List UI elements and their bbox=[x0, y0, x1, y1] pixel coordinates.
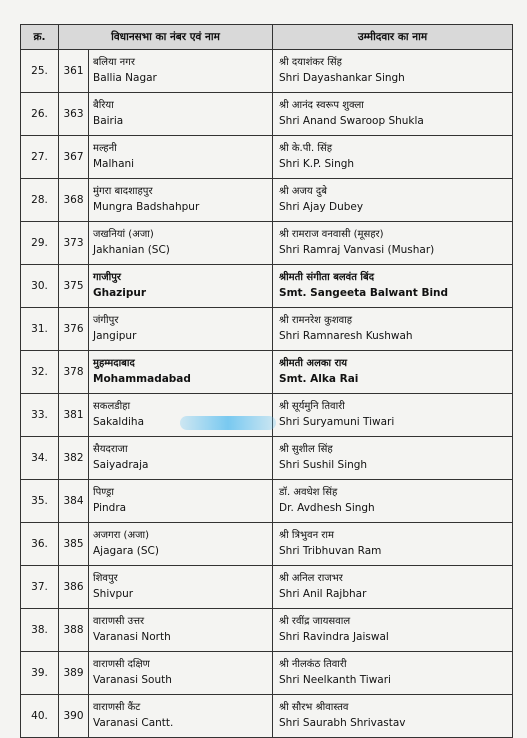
constituency-name-english: Varanasi Cantt. bbox=[93, 716, 174, 729]
constituency-number: 382 bbox=[59, 437, 89, 480]
table-row bbox=[21, 351, 513, 394]
constituency-name-hindi: शिवपुर bbox=[93, 573, 118, 585]
constituency-number: 373 bbox=[59, 222, 89, 265]
constituency-name-english: Varanasi North bbox=[93, 630, 171, 643]
constituency-name bbox=[89, 50, 273, 93]
constituency-name-hindi: बलिया नगर bbox=[93, 57, 135, 69]
serial-number: 34. bbox=[21, 437, 59, 480]
constituency-name-hindi: मल्हनी bbox=[93, 143, 117, 155]
table-row bbox=[21, 609, 513, 652]
candidate-name-english: Shri Ramraj Vanvasi (Mushar) bbox=[279, 243, 435, 256]
candidate-name bbox=[273, 265, 513, 308]
table-header-row bbox=[21, 25, 513, 50]
candidate-name bbox=[273, 566, 513, 609]
candidate-name-hindi: श्रीमती संगीता बलवंत बिंद bbox=[279, 272, 375, 284]
candidate-name-hindi: श्री आनंद स्वरूप शुक्ला bbox=[279, 100, 364, 112]
candidate-table bbox=[20, 24, 513, 738]
constituency-name bbox=[89, 609, 273, 652]
constituency-number: 381 bbox=[59, 394, 89, 437]
constituency-name bbox=[89, 222, 273, 265]
candidate-name bbox=[273, 50, 513, 93]
constituency-number: 368 bbox=[59, 179, 89, 222]
candidate-name-hindi: श्री सुशील सिंह bbox=[279, 444, 333, 456]
table-row bbox=[21, 394, 513, 437]
candidate-name-hindi: श्रीमती अलका राय bbox=[279, 358, 348, 370]
candidate-name-english: Shri Neelkanth Tiwari bbox=[279, 673, 391, 686]
constituency-name bbox=[89, 695, 273, 738]
constituency-name bbox=[89, 265, 273, 308]
candidate-name bbox=[273, 351, 513, 394]
candidate-name bbox=[273, 93, 513, 136]
candidate-name bbox=[273, 437, 513, 480]
constituency-name bbox=[89, 308, 273, 351]
candidate-name bbox=[273, 179, 513, 222]
candidate-name-english: Shri Ajay Dubey bbox=[279, 200, 364, 213]
table-row bbox=[21, 652, 513, 695]
constituency-name-hindi: वाराणसी कैंट bbox=[93, 702, 141, 714]
constituency-number: 384 bbox=[59, 480, 89, 523]
candidate-name-english: Smt. Alka Rai bbox=[279, 372, 359, 385]
candidate-name-hindi: श्री सौरभ श्रीवास्तव bbox=[279, 702, 349, 714]
table-row bbox=[21, 136, 513, 179]
candidate-name-english: Shri Anand Swaroop Shukla bbox=[279, 114, 424, 127]
candidate-name-english: Smt. Sangeeta Balwant Bind bbox=[279, 286, 449, 299]
candidate-name bbox=[273, 609, 513, 652]
serial-number: 38. bbox=[21, 609, 59, 652]
table-row bbox=[21, 523, 513, 566]
candidate-name-english: Shri Sushil Singh bbox=[279, 458, 368, 471]
candidate-name-hindi: डॉ. अवधेश सिंह bbox=[279, 487, 338, 499]
candidate-name-hindi: श्री अनिल राजभर bbox=[279, 573, 343, 585]
candidate-name-hindi: श्री सूर्यमुनि तिवारी bbox=[279, 401, 345, 413]
candidate-name bbox=[273, 394, 513, 437]
candidate-name-hindi: श्री नीलकंठ तिवारी bbox=[279, 659, 347, 671]
constituency-name-hindi: पिण्ड्रा bbox=[93, 487, 114, 499]
table-row bbox=[21, 308, 513, 351]
candidate-name-hindi: श्री दयाशंकर सिंह bbox=[279, 57, 342, 69]
constituency-number: 388 bbox=[59, 609, 89, 652]
table-row bbox=[21, 437, 513, 480]
constituency-name bbox=[89, 136, 273, 179]
candidate-name bbox=[273, 480, 513, 523]
serial-number: 35. bbox=[21, 480, 59, 523]
constituency-number: 363 bbox=[59, 93, 89, 136]
constituency-name bbox=[89, 523, 273, 566]
serial-number: 25. bbox=[21, 50, 59, 93]
candidate-name bbox=[273, 136, 513, 179]
serial-number: 32. bbox=[21, 351, 59, 394]
candidate-name-hindi: श्री अजय दुबे bbox=[279, 186, 327, 198]
constituency-name-english: Varanasi South bbox=[93, 673, 172, 686]
constituency-number: 376 bbox=[59, 308, 89, 351]
candidate-name bbox=[273, 652, 513, 695]
constituency-name bbox=[89, 652, 273, 695]
constituency-name-english: Bairia bbox=[93, 114, 124, 127]
serial-number: 40. bbox=[21, 695, 59, 738]
table-row bbox=[21, 93, 513, 136]
serial-number: 29. bbox=[21, 222, 59, 265]
constituency-name-english: Ghazipur bbox=[93, 286, 147, 299]
candidate-name bbox=[273, 222, 513, 265]
table-row bbox=[21, 566, 513, 609]
candidate-name-hindi: श्री रवींद्र जायसवाल bbox=[279, 616, 351, 628]
candidate-name-english: Shri Ramnaresh Kushwah bbox=[279, 329, 413, 342]
constituency-name-hindi: वाराणसी उत्तर bbox=[93, 616, 145, 628]
constituency-name-english: Pindra bbox=[93, 501, 127, 514]
serial-number: 26. bbox=[21, 93, 59, 136]
serial-number: 27. bbox=[21, 136, 59, 179]
blue-highlight-mark bbox=[180, 416, 276, 430]
serial-number: 37. bbox=[21, 566, 59, 609]
constituency-number: 386 bbox=[59, 566, 89, 609]
constituency-number: 378 bbox=[59, 351, 89, 394]
constituency-name-english: Jakhanian (SC) bbox=[93, 243, 170, 256]
table-row bbox=[21, 179, 513, 222]
candidate-name-english: Shri Suryamuni Tiwari bbox=[279, 415, 395, 428]
constituency-name-hindi: बैरिया bbox=[93, 100, 114, 112]
constituency-number: 385 bbox=[59, 523, 89, 566]
table-row bbox=[21, 50, 513, 93]
constituency-name-hindi: जखनियां (अजा) bbox=[93, 229, 154, 241]
constituency-name bbox=[89, 93, 273, 136]
constituency-name-hindi: मुंगरा बादशाहपुर bbox=[93, 186, 153, 198]
constituency-name bbox=[89, 394, 273, 437]
candidate-name-english: Shri Dayashankar Singh bbox=[279, 71, 405, 84]
table-row bbox=[21, 222, 513, 265]
constituency-name-hindi: मुहम्मदाबाद bbox=[93, 358, 135, 370]
candidate-name-hindi: श्री रामराज वनवासी (मूसहर) bbox=[279, 229, 384, 241]
candidate-name bbox=[273, 695, 513, 738]
candidate-name-hindi: श्री त्रिभुवन राम bbox=[279, 530, 334, 542]
serial-number: 36. bbox=[21, 523, 59, 566]
constituency-name-english: Mohammadabad bbox=[93, 372, 191, 385]
candidate-name-english: Shri Tribhuvan Ram bbox=[279, 544, 382, 557]
constituency-name-english: Mungra Badshahpur bbox=[93, 200, 200, 213]
candidate-name-english: Shri Saurabh Shrivastav bbox=[279, 716, 406, 729]
constituency-number: 389 bbox=[59, 652, 89, 695]
candidate-name-english: Shri Ravindra Jaiswal bbox=[279, 630, 389, 643]
serial-number: 33. bbox=[21, 394, 59, 437]
constituency-name-hindi: जंगीपुर bbox=[93, 315, 119, 327]
constituency-name bbox=[89, 480, 273, 523]
table-row bbox=[21, 265, 513, 308]
constituency-number: 375 bbox=[59, 265, 89, 308]
constituency-name-hindi: सकलडीहा bbox=[93, 401, 131, 413]
constituency-name-english: Malhani bbox=[93, 157, 135, 170]
constituency-name-hindi: वाराणसी दक्षिण bbox=[93, 659, 150, 671]
constituency-name bbox=[89, 437, 273, 480]
serial-number: 30. bbox=[21, 265, 59, 308]
constituency-name-english: Ajagara (SC) bbox=[93, 544, 159, 557]
constituency-number: 390 bbox=[59, 695, 89, 738]
candidate-name-english: Shri K.P. Singh bbox=[279, 157, 355, 170]
constituency-number: 367 bbox=[59, 136, 89, 179]
constituency-name bbox=[89, 351, 273, 394]
header-constituency: विधानसभा का नंबर एवं नाम bbox=[59, 25, 273, 50]
table-row bbox=[21, 695, 513, 738]
constituency-name bbox=[89, 179, 273, 222]
constituency-number: 361 bbox=[59, 50, 89, 93]
candidate-name-hindi: श्री रामनरेश कुशवाह bbox=[279, 315, 353, 327]
constituency-name-english: Saiyadraja bbox=[93, 458, 149, 471]
constituency-name-hindi: सैयदराजा bbox=[93, 444, 128, 456]
constituency-name-english: Jangipur bbox=[93, 329, 137, 342]
candidate-name bbox=[273, 308, 513, 351]
constituency-name bbox=[89, 566, 273, 609]
candidate-name-english: Shri Anil Rajbhar bbox=[279, 587, 367, 600]
constituency-name-hindi: अजगरा (अजा) bbox=[93, 530, 150, 542]
header-candidate: उम्मीदवार का नाम bbox=[273, 25, 513, 50]
constituency-name-english: Shivpur bbox=[93, 587, 134, 600]
constituency-name-english: Ballia Nagar bbox=[93, 71, 157, 84]
candidate-list-document bbox=[20, 24, 512, 738]
header-serial: क्र. bbox=[21, 25, 59, 50]
serial-number: 28. bbox=[21, 179, 59, 222]
table-row bbox=[21, 480, 513, 523]
serial-number: 39. bbox=[21, 652, 59, 695]
serial-number: 31. bbox=[21, 308, 59, 351]
candidate-name bbox=[273, 523, 513, 566]
constituency-name-hindi: गाजीपुर bbox=[93, 272, 121, 284]
candidate-name-english: Dr. Avdhesh Singh bbox=[279, 501, 375, 514]
constituency-name-english: Sakaldiha bbox=[93, 415, 145, 428]
candidate-name-hindi: श्री के.पी. सिंह bbox=[279, 143, 333, 155]
